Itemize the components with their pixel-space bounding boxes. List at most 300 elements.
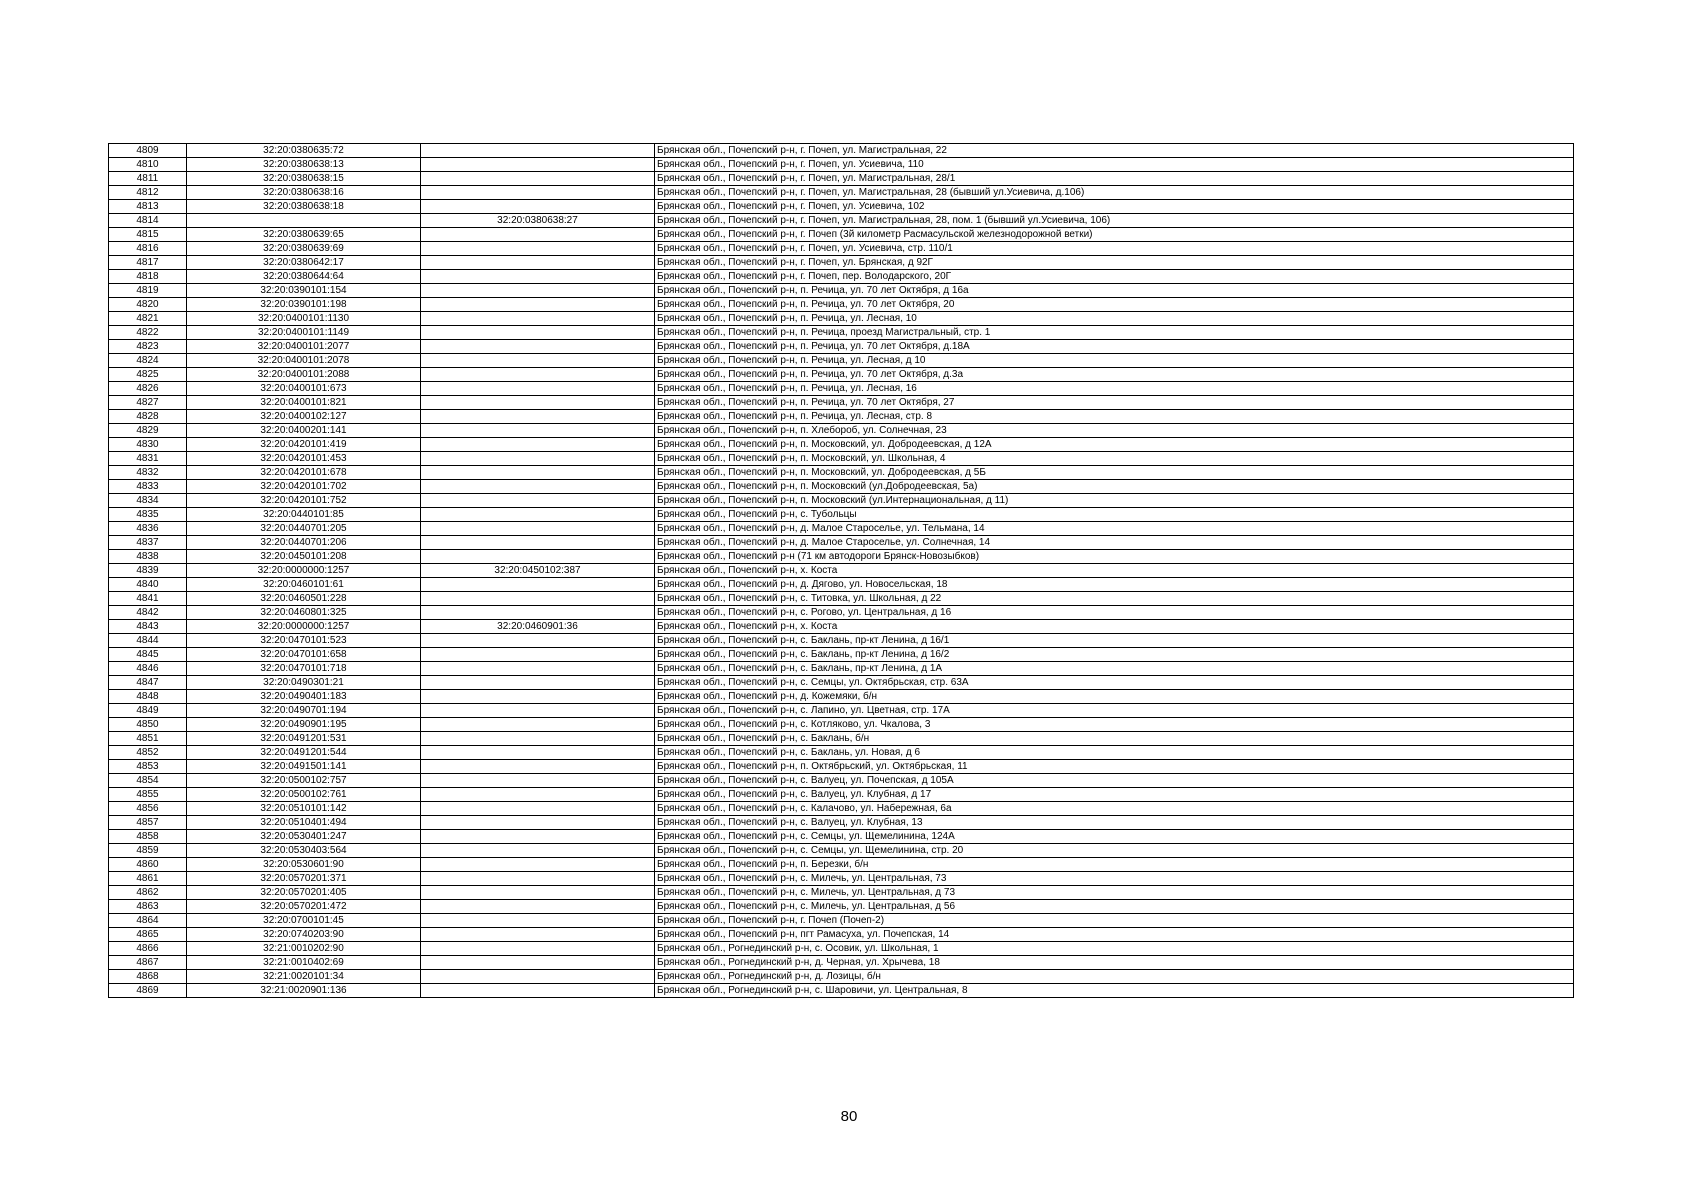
row-number-cell: 4823 (109, 340, 187, 354)
row-number-cell: 4829 (109, 424, 187, 438)
address-cell: Брянская обл., Почепский р-н, г. Почеп (3й километр Расмасульской железнодорожной ветки) (655, 228, 1574, 242)
address-cell: Брянская обл., Почепский р-н, с. Валуец, ул. Почепская, д 105А (655, 774, 1574, 788)
address-cell: Брянская обл., Почепский р-н, п. Московский (ул.Добродеевская, 5а) (655, 480, 1574, 494)
table-row (109, 158, 1574, 172)
cadastral-number-cell: 32:21:0020101:34 (187, 970, 421, 984)
cadastral-number-cell: 32:20:0400102:127 (187, 410, 421, 424)
table-row (109, 690, 1574, 704)
row-number-cell: 4865 (109, 928, 187, 942)
cadastral-number-cell: 32:20:0440701:206 (187, 536, 421, 550)
address-cell: Брянская обл., Почепский р-н, с. Котляково, ул. Чкалова, 3 (655, 718, 1574, 732)
parent-cadastral-number-cell (421, 438, 655, 452)
parent-cadastral-number-cell (421, 410, 655, 424)
cadastral-number-cell: 32:20:0420101:678 (187, 466, 421, 480)
cadastral-number-cell: 32:20:0740203:90 (187, 928, 421, 942)
row-number-cell: 4843 (109, 620, 187, 634)
table-row (109, 984, 1574, 998)
table-row (109, 928, 1574, 942)
cadastral-number-cell: 32:20:0570201:472 (187, 900, 421, 914)
cadastral-number-cell: 32:20:0400101:1130 (187, 312, 421, 326)
address-cell: Брянская обл., Почепский р-н, п. Березки, б/н (655, 858, 1574, 872)
parent-cadastral-number-cell (421, 662, 655, 676)
address-cell: Брянская обл., Почепский р-н, п. Речица, ул. 70 лет Октября, 27 (655, 396, 1574, 410)
row-number-cell: 4809 (109, 144, 187, 158)
parent-cadastral-number-cell (421, 914, 655, 928)
cadastral-number-cell: 32:20:0380635:72 (187, 144, 421, 158)
cadastral-number-cell: 32:20:0440101:85 (187, 508, 421, 522)
table-row (109, 564, 1574, 578)
parent-cadastral-number-cell (421, 970, 655, 984)
address-cell: Брянская обл., Почепский р-н (71 км автодороги Брянск-Новозыбков) (655, 550, 1574, 564)
table-row (109, 214, 1574, 228)
table-row (109, 494, 1574, 508)
parent-cadastral-number-cell (421, 452, 655, 466)
cadastral-number-cell: 32:21:0010402:69 (187, 956, 421, 970)
table-row (109, 606, 1574, 620)
cadastral-number-cell: 32:20:0510101:142 (187, 802, 421, 816)
table-row (109, 340, 1574, 354)
row-number-cell: 4831 (109, 452, 187, 466)
table-row (109, 900, 1574, 914)
address-cell: Брянская обл., Рогнединский р-н, с. Осовик, ул. Школьная, 1 (655, 942, 1574, 956)
parent-cadastral-number-cell (421, 228, 655, 242)
table-body (109, 144, 1574, 998)
cadastral-number-cell: 32:20:0490701:194 (187, 704, 421, 718)
address-cell: Брянская обл., Почепский р-н, с. Баклань, б/н (655, 732, 1574, 746)
row-number-cell: 4862 (109, 886, 187, 900)
address-cell: Брянская обл., Почепский р-н, с. Рогово, ул. Центральная, д 16 (655, 606, 1574, 620)
cadastral-number-cell: 32:20:0500102:761 (187, 788, 421, 802)
table-row (109, 410, 1574, 424)
parent-cadastral-number-cell (421, 312, 655, 326)
address-cell: Брянская обл., Почепский р-н, п. Речица, ул. Лесная, 10 (655, 312, 1574, 326)
row-number-cell: 4869 (109, 984, 187, 998)
table-row (109, 620, 1574, 634)
row-number-cell: 4863 (109, 900, 187, 914)
cadastral-number-cell: 32:20:0530401:247 (187, 830, 421, 844)
table-row (109, 956, 1574, 970)
parent-cadastral-number-cell (421, 354, 655, 368)
cadastral-number-cell: 32:20:0380638:16 (187, 186, 421, 200)
address-cell: Брянская обл., Почепский р-н, г. Почеп, ул. Брянская, д 92Г (655, 256, 1574, 270)
address-cell: Брянская обл., Почепский р-н, с. Баклань, ул. Новая, д 6 (655, 746, 1574, 760)
cadastral-number-cell: 32:20:0530601:90 (187, 858, 421, 872)
table-row (109, 200, 1574, 214)
cadastral-number-cell: 32:20:0000000:1257 (187, 620, 421, 634)
parent-cadastral-number-cell (421, 606, 655, 620)
address-cell: Брянская обл., Почепский р-н, с. Семцы, ул. Октябрьская, стр. 63А (655, 676, 1574, 690)
row-number-cell: 4836 (109, 522, 187, 536)
cadastral-number-cell: 32:20:0380639:65 (187, 228, 421, 242)
table-row (109, 676, 1574, 690)
parent-cadastral-number-cell (421, 508, 655, 522)
table-row (109, 718, 1574, 732)
parent-cadastral-number-cell (421, 900, 655, 914)
row-number-cell: 4828 (109, 410, 187, 424)
parent-cadastral-number-cell (421, 256, 655, 270)
cadastral-number-cell: 32:20:0380644:64 (187, 270, 421, 284)
table-row (109, 858, 1574, 872)
cadastral-number-cell: 32:20:0470101:718 (187, 662, 421, 676)
parent-cadastral-number-cell (421, 284, 655, 298)
parent-cadastral-number-cell (421, 522, 655, 536)
cadastral-number-cell: 32:20:0500102:757 (187, 774, 421, 788)
parent-cadastral-number-cell (421, 732, 655, 746)
table-row (109, 774, 1574, 788)
table-row (109, 256, 1574, 270)
row-number-cell: 4868 (109, 970, 187, 984)
table-row (109, 242, 1574, 256)
table-row (109, 732, 1574, 746)
row-number-cell: 4812 (109, 186, 187, 200)
row-number-cell: 4855 (109, 788, 187, 802)
cadastral-number-cell: 32:20:0460101:61 (187, 578, 421, 592)
address-cell: Брянская обл., Почепский р-н, с. Тубольцы (655, 508, 1574, 522)
address-cell: Брянская обл., Почепский р-н, г. Почеп, ул. Усиевича, 102 (655, 200, 1574, 214)
address-cell: Брянская обл., Почепский р-н, п. Речица, ул. 70 лет Октября, д.18А (655, 340, 1574, 354)
table-row (109, 424, 1574, 438)
parent-cadastral-number-cell (421, 396, 655, 410)
address-cell: Брянская обл., Почепский р-н, п. Московский (ул.Интернациональная, д 11) (655, 494, 1574, 508)
address-cell: Брянская обл., Почепский р-н, г. Почеп (Почеп-2) (655, 914, 1574, 928)
row-number-cell: 4847 (109, 676, 187, 690)
parent-cadastral-number-cell (421, 368, 655, 382)
parent-cadastral-number-cell (421, 886, 655, 900)
table-row (109, 438, 1574, 452)
row-number-cell: 4834 (109, 494, 187, 508)
table-row (109, 270, 1574, 284)
address-cell: Брянская обл., Почепский р-н, с. Баклань, пр-кт Ленина, д 16/1 (655, 634, 1574, 648)
address-cell: Брянская обл., Почепский р-н, с. Милечь, ул. Центральная, д 56 (655, 900, 1574, 914)
table-row (109, 578, 1574, 592)
table-row (109, 592, 1574, 606)
row-number-cell: 4833 (109, 480, 187, 494)
address-cell: Брянская обл., Почепский р-н, д. Малое Староселье, ул. Солнечная, 14 (655, 536, 1574, 550)
address-cell: Брянская обл., Почепский р-н, г. Почеп, ул. Магистральная, 28 (бывший ул.Усиевича, д.106) (655, 186, 1574, 200)
row-number-cell: 4819 (109, 284, 187, 298)
address-cell: Брянская обл., Почепский р-н, п. Московский, ул. Добродеевская, д 5Б (655, 466, 1574, 480)
cadastral-number-cell: 32:20:0490301:21 (187, 676, 421, 690)
row-number-cell: 4821 (109, 312, 187, 326)
address-cell: Брянская обл., Почепский р-н, г. Почеп, ул. Магистральная, 28/1 (655, 172, 1574, 186)
table-row (109, 830, 1574, 844)
table-row (109, 312, 1574, 326)
table-row (109, 550, 1574, 564)
table-row (109, 186, 1574, 200)
row-number-cell: 4816 (109, 242, 187, 256)
cadastral-number-cell: 32:20:0380639:69 (187, 242, 421, 256)
table-row (109, 536, 1574, 550)
row-number-cell: 4832 (109, 466, 187, 480)
cadastral-number-cell: 32:20:0420101:453 (187, 452, 421, 466)
address-cell: Брянская обл., Почепский р-н, п. Хлебороб, ул. Солнечная, 23 (655, 424, 1574, 438)
table-row (109, 396, 1574, 410)
row-number-cell: 4814 (109, 214, 187, 228)
cadastral-number-cell: 32:20:0700101:45 (187, 914, 421, 928)
cadastral-number-cell: 32:20:0400101:673 (187, 382, 421, 396)
address-cell: Брянская обл., Рогнединский р-н, д. Черная, ул. Хрычева, 18 (655, 956, 1574, 970)
parent-cadastral-number-cell (421, 746, 655, 760)
row-number-cell: 4837 (109, 536, 187, 550)
cadastral-number-cell: 32:20:0380638:18 (187, 200, 421, 214)
cadastral-number-cell: 32:20:0530403:564 (187, 844, 421, 858)
cadastral-number-cell: 32:20:0491201:544 (187, 746, 421, 760)
row-number-cell: 4867 (109, 956, 187, 970)
table-row (109, 298, 1574, 312)
cadastral-number-cell: 32:21:0020901:136 (187, 984, 421, 998)
parent-cadastral-number-cell (421, 760, 655, 774)
address-cell: Брянская обл., Почепский р-н, с. Титовка, ул. Школьная, д 22 (655, 592, 1574, 606)
cadastral-number-cell: 32:20:0420101:752 (187, 494, 421, 508)
row-number-cell: 4818 (109, 270, 187, 284)
row-number-cell: 4861 (109, 872, 187, 886)
parent-cadastral-number-cell (421, 186, 655, 200)
parent-cadastral-number-cell (421, 788, 655, 802)
row-number-cell: 4811 (109, 172, 187, 186)
parent-cadastral-number-cell (421, 718, 655, 732)
address-cell: Брянская обл., Почепский р-н, г. Почеп, ул. Усиевича, 110 (655, 158, 1574, 172)
cadastral-number-cell (187, 214, 421, 228)
row-number-cell: 4857 (109, 816, 187, 830)
address-cell: Брянская обл., Почепский р-н, д. Дягово, ул. Новосельская, 18 (655, 578, 1574, 592)
cadastral-number-cell: 32:20:0570201:371 (187, 872, 421, 886)
row-number-cell: 4817 (109, 256, 187, 270)
row-number-cell: 4838 (109, 550, 187, 564)
address-cell: Брянская обл., Рогнединский р-н, с. Шаровичи, ул. Центральная, 8 (655, 984, 1574, 998)
table-row (109, 914, 1574, 928)
row-number-cell: 4813 (109, 200, 187, 214)
parent-cadastral-number-cell (421, 424, 655, 438)
cadastral-number-cell: 32:20:0400101:2078 (187, 354, 421, 368)
row-number-cell: 4852 (109, 746, 187, 760)
address-cell: Брянская обл., Почепский р-н, с. Калачово, ул. Набережная, 6а (655, 802, 1574, 816)
parent-cadastral-number-cell (421, 704, 655, 718)
table-row (109, 144, 1574, 158)
parent-cadastral-number-cell (421, 466, 655, 480)
table-row (109, 284, 1574, 298)
parent-cadastral-number-cell (421, 298, 655, 312)
address-cell: Брянская обл., Почепский р-н, с. Милечь, ул. Центральная, д 73 (655, 886, 1574, 900)
table-row (109, 662, 1574, 676)
row-number-cell: 4846 (109, 662, 187, 676)
cadastral-number-cell: 32:20:0400101:2088 (187, 368, 421, 382)
parent-cadastral-number-cell (421, 844, 655, 858)
table-row (109, 760, 1574, 774)
address-cell: Брянская обл., Почепский р-н, п. Московский, ул. Школьная, 4 (655, 452, 1574, 466)
table-row (109, 802, 1574, 816)
row-number-cell: 4854 (109, 774, 187, 788)
parent-cadastral-number-cell (421, 270, 655, 284)
table-row (109, 886, 1574, 900)
address-cell: Брянская обл., Почепский р-н, пгт Рамасуха, ул. Почепская, 14 (655, 928, 1574, 942)
parent-cadastral-number-cell (421, 648, 655, 662)
row-number-cell: 4849 (109, 704, 187, 718)
row-number-cell: 4824 (109, 354, 187, 368)
parent-cadastral-number-cell (421, 144, 655, 158)
table-row (109, 522, 1574, 536)
cadastral-number-cell: 32:20:0420101:419 (187, 438, 421, 452)
table-row (109, 746, 1574, 760)
parent-cadastral-number-cell: 32:20:0450102:387 (421, 564, 655, 578)
parent-cadastral-number-cell (421, 928, 655, 942)
cadastral-number-cell: 32:20:0380638:15 (187, 172, 421, 186)
row-number-cell: 4842 (109, 606, 187, 620)
cadastral-number-cell: 32:20:0460801:325 (187, 606, 421, 620)
parent-cadastral-number-cell (421, 830, 655, 844)
parent-cadastral-number-cell (421, 480, 655, 494)
cadastral-number-cell: 32:20:0390101:154 (187, 284, 421, 298)
table-row (109, 816, 1574, 830)
table-row (109, 354, 1574, 368)
parent-cadastral-number-cell (421, 816, 655, 830)
parent-cadastral-number-cell (421, 326, 655, 340)
row-number-cell: 4840 (109, 578, 187, 592)
row-number-cell: 4825 (109, 368, 187, 382)
address-cell: Брянская обл., Рогнединский р-н, д. Лозицы, б/н (655, 970, 1574, 984)
parent-cadastral-number-cell (421, 676, 655, 690)
parent-cadastral-number-cell (421, 872, 655, 886)
parent-cadastral-number-cell (421, 956, 655, 970)
row-number-cell: 4856 (109, 802, 187, 816)
cadastral-number-cell: 32:20:0491501:141 (187, 760, 421, 774)
address-cell: Брянская обл., Почепский р-н, п. Московский, ул. Добродеевская, д 12А (655, 438, 1574, 452)
table-row (109, 844, 1574, 858)
row-number-cell: 4844 (109, 634, 187, 648)
address-cell: Брянская обл., Почепский р-н, г. Почеп, ул. Магистральная, 22 (655, 144, 1574, 158)
row-number-cell: 4815 (109, 228, 187, 242)
cadastral-number-cell: 32:20:0470101:658 (187, 648, 421, 662)
row-number-cell: 4845 (109, 648, 187, 662)
table-row (109, 704, 1574, 718)
address-cell: Брянская обл., Почепский р-н, г. Почеп, ул. Магистральная, 28, пом. 1 (бывший ул.Усиевича, 106) (655, 214, 1574, 228)
cadastral-number-cell: 32:20:0440701:205 (187, 522, 421, 536)
row-number-cell: 4850 (109, 718, 187, 732)
address-cell: Брянская обл., Почепский р-н, с. Баклань, пр-кт Ленина, д 1А (655, 662, 1574, 676)
row-number-cell: 4851 (109, 732, 187, 746)
table-row (109, 648, 1574, 662)
address-cell: Брянская обл., Почепский р-н, с. Баклань, пр-кт Ленина, д 16/2 (655, 648, 1574, 662)
row-number-cell: 4858 (109, 830, 187, 844)
page-number: 80 (840, 1108, 858, 1125)
address-cell: Брянская обл., Почепский р-н, с. Валуец, ул. Клубная, д 17 (655, 788, 1574, 802)
address-cell: Брянская обл., Почепский р-н, г. Почеп, ул. Усиевича, стр. 110/1 (655, 242, 1574, 256)
property-register-table (108, 143, 1574, 998)
table-row (109, 480, 1574, 494)
cadastral-number-cell: 32:20:0390101:198 (187, 298, 421, 312)
row-number-cell: 4848 (109, 690, 187, 704)
table-row (109, 970, 1574, 984)
table-row (109, 942, 1574, 956)
cadastral-number-cell: 32:20:0490901:195 (187, 718, 421, 732)
parent-cadastral-number-cell (421, 942, 655, 956)
parent-cadastral-number-cell (421, 494, 655, 508)
row-number-cell: 4859 (109, 844, 187, 858)
cadastral-number-cell: 32:20:0400201:141 (187, 424, 421, 438)
row-number-cell: 4866 (109, 942, 187, 956)
table-row (109, 368, 1574, 382)
row-number-cell: 4820 (109, 298, 187, 312)
row-number-cell: 4864 (109, 914, 187, 928)
table-row (109, 634, 1574, 648)
row-number-cell: 4830 (109, 438, 187, 452)
address-cell: Брянская обл., Почепский р-н, п. Речица, ул. 70 лет Октября, д.3а (655, 368, 1574, 382)
cadastral-number-cell: 32:20:0570201:405 (187, 886, 421, 900)
parent-cadastral-number-cell: 32:20:0460901:36 (421, 620, 655, 634)
parent-cadastral-number-cell (421, 774, 655, 788)
table-row (109, 382, 1574, 396)
parent-cadastral-number-cell (421, 578, 655, 592)
address-cell: Брянская обл., Почепский р-н, п. Речица, ул. Лесная, 16 (655, 382, 1574, 396)
table-row (109, 172, 1574, 186)
cadastral-number-cell: 32:21:0010202:90 (187, 942, 421, 956)
row-number-cell: 4839 (109, 564, 187, 578)
parent-cadastral-number-cell (421, 858, 655, 872)
cadastral-number-cell: 32:20:0490401:183 (187, 690, 421, 704)
row-number-cell: 4826 (109, 382, 187, 396)
table-row (109, 452, 1574, 466)
address-cell: Брянская обл., Почепский р-н, п. Речица, ул. Лесная, д 10 (655, 354, 1574, 368)
parent-cadastral-number-cell (421, 172, 655, 186)
row-number-cell: 4827 (109, 396, 187, 410)
cadastral-number-cell: 32:20:0491201:531 (187, 732, 421, 746)
table-row (109, 508, 1574, 522)
row-number-cell: 4835 (109, 508, 187, 522)
address-cell: Брянская обл., Почепский р-н, х. Коста (655, 564, 1574, 578)
row-number-cell: 4853 (109, 760, 187, 774)
address-cell: Брянская обл., Почепский р-н, х. Коста (655, 620, 1574, 634)
table-row (109, 228, 1574, 242)
row-number-cell: 4822 (109, 326, 187, 340)
address-cell: Брянская обл., Почепский р-н, г. Почеп, пер. Володарского, 20Г (655, 270, 1574, 284)
cadastral-number-cell: 32:20:0470101:523 (187, 634, 421, 648)
address-cell: Брянская обл., Почепский р-н, д. Малое Староселье, ул. Тельмана, 14 (655, 522, 1574, 536)
parent-cadastral-number-cell: 32:20:0380638:27 (421, 214, 655, 228)
address-cell: Брянская обл., Почепский р-н, д. Кожемяки, б/н (655, 690, 1574, 704)
cadastral-number-cell: 32:20:0450101:208 (187, 550, 421, 564)
parent-cadastral-number-cell (421, 634, 655, 648)
parent-cadastral-number-cell (421, 592, 655, 606)
address-cell: Брянская обл., Почепский р-н, с. Лапино, ул. Цветная, стр. 17А (655, 704, 1574, 718)
address-cell: Брянская обл., Почепский р-н, п. Октябрьский, ул. Октябрьская, 11 (655, 760, 1574, 774)
cadastral-number-cell: 32:20:0420101:702 (187, 480, 421, 494)
address-cell: Брянская обл., Почепский р-н, с. Милечь, ул. Центральная, 73 (655, 872, 1574, 886)
cadastral-number-cell: 32:20:0400101:1149 (187, 326, 421, 340)
parent-cadastral-number-cell (421, 242, 655, 256)
cadastral-number-cell: 32:20:0400101:821 (187, 396, 421, 410)
cadastral-number-cell: 32:20:0000000:1257 (187, 564, 421, 578)
parent-cadastral-number-cell (421, 550, 655, 564)
row-number-cell: 4810 (109, 158, 187, 172)
cadastral-number-cell: 32:20:0510401:494 (187, 816, 421, 830)
parent-cadastral-number-cell (421, 158, 655, 172)
cadastral-number-cell: 32:20:0380642:17 (187, 256, 421, 270)
address-cell: Брянская обл., Почепский р-н, п. Речица, проезд Магистральный, стр. 1 (655, 326, 1574, 340)
address-cell: Брянская обл., Почепский р-н, п. Речица, ул. Лесная, стр. 8 (655, 410, 1574, 424)
parent-cadastral-number-cell (421, 984, 655, 998)
table-row (109, 872, 1574, 886)
address-cell: Брянская обл., Почепский р-н, п. Речица, ул. 70 лет Октября, д 16а (655, 284, 1574, 298)
parent-cadastral-number-cell (421, 536, 655, 550)
parent-cadastral-number-cell (421, 690, 655, 704)
table-row (109, 326, 1574, 340)
table-row (109, 788, 1574, 802)
cadastral-number-cell: 32:20:0380638:13 (187, 158, 421, 172)
parent-cadastral-number-cell (421, 382, 655, 396)
parent-cadastral-number-cell (421, 200, 655, 214)
address-cell: Брянская обл., Почепский р-н, с. Валуец, ул. Клубная, 13 (655, 816, 1574, 830)
address-cell: Брянская обл., Почепский р-н, с. Семцы, ул. Щемелинина, 124А (655, 830, 1574, 844)
cadastral-number-cell: 32:20:0400101:2077 (187, 340, 421, 354)
